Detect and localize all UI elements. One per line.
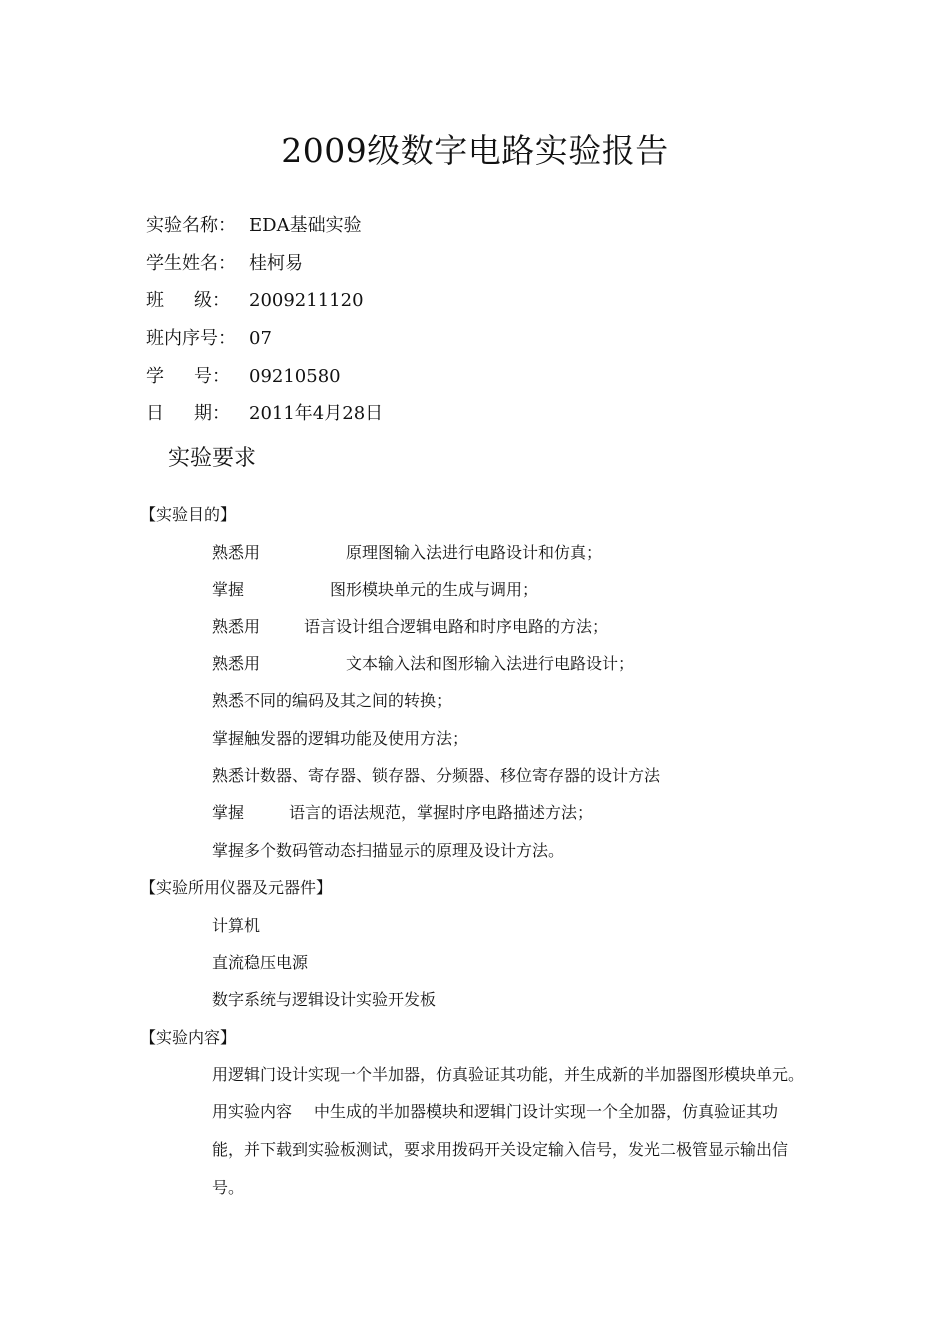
label-student-id-b: 号： xyxy=(194,366,230,387)
content-line: 能，并下载到实验板测试，要求用拨码开关设定输入信号，发光二极管显示输出信 xyxy=(212,1140,789,1159)
section-title-content: 【实验内容】 xyxy=(140,1028,237,1047)
label-class-a: 班 xyxy=(146,290,164,311)
content-line xyxy=(212,1101,812,1123)
purpose-item xyxy=(212,653,634,675)
equipment-item: 计算机 xyxy=(212,916,261,935)
purpose-item-lead: 熟悉用 xyxy=(212,543,261,562)
label-student-id-a: 学 xyxy=(146,366,164,387)
value-student-name: 桂柯易 xyxy=(249,253,303,274)
label-student-name: 学生姓名： xyxy=(146,253,236,274)
value-experiment-name: EDA基础实验 xyxy=(249,215,362,236)
content-line-lead: 用实验内容 xyxy=(212,1102,293,1121)
value-class-seq: 07 xyxy=(249,328,272,349)
purpose-item-text: 图形模块单元的生成与调用； xyxy=(330,580,539,599)
purpose-item: 掌握多个数码管动态扫描显示的原理及设计方法。 xyxy=(212,841,565,860)
purpose-item-lead: 熟悉用 xyxy=(212,654,261,673)
equipment-item: 直流稳压电源 xyxy=(212,953,309,972)
purpose-item: 掌握触发器的逻辑功能及使用方法； xyxy=(212,729,469,748)
value-class: 2009211120 xyxy=(249,290,364,311)
purpose-item xyxy=(212,616,608,638)
label-experiment-name: 实验名称： xyxy=(146,215,236,236)
purpose-item-text: 原理图输入法进行电路设计和仿真； xyxy=(346,543,603,562)
label-class-seq: 班内序号： xyxy=(146,328,236,349)
purpose-item xyxy=(212,579,538,601)
label-student-id xyxy=(146,365,230,389)
equipment-item: 数字系统与逻辑设计实验开发板 xyxy=(212,990,437,1009)
label-class xyxy=(146,289,230,313)
label-class-b: 级： xyxy=(194,290,230,311)
value-student-id: 09210580 xyxy=(249,366,341,387)
label-date xyxy=(146,402,230,426)
purpose-item: 熟悉不同的编码及其之间的转换； xyxy=(212,691,453,710)
content-line-text: 中生成的半加器模块和逻辑门设计实现一个全加器，仿真验证其功 xyxy=(314,1102,779,1121)
content-line: 号。 xyxy=(212,1178,245,1197)
purpose-item-text: 文本输入法和图形输入法进行电路设计； xyxy=(346,654,635,673)
label-date-b: 期： xyxy=(194,403,230,424)
purpose-item-lead: 掌握 xyxy=(212,580,245,599)
purpose-item xyxy=(212,802,593,824)
purpose-item-lead: 掌握 xyxy=(212,803,245,822)
section-title-equipment: 【实验所用仪器及元器件】 xyxy=(140,878,333,897)
section-heading-requirements: 实验要求 xyxy=(168,446,257,471)
purpose-item-text: 语言设计组合逻辑电路和时序电路的方法； xyxy=(304,617,609,636)
section-title-purpose: 【实验目的】 xyxy=(140,505,237,524)
value-date: 2011年4月28日 xyxy=(249,403,384,424)
purpose-item-text: 语言的语法规范，掌握时序电路描述方法； xyxy=(289,803,594,822)
label-date-a: 日 xyxy=(146,403,164,424)
report-title: 2009级数字电路实验报告 xyxy=(281,131,669,170)
purpose-item: 熟悉计数器、寄存器、锁存器、分频器、移位寄存器的设计方法 xyxy=(212,766,661,785)
content-line: 用逻辑门设计实现一个半加器，仿真验证其功能，并生成新的半加器图形模块单元。 xyxy=(212,1065,805,1084)
purpose-item xyxy=(212,542,602,564)
purpose-item-lead: 熟悉用 xyxy=(212,617,261,636)
